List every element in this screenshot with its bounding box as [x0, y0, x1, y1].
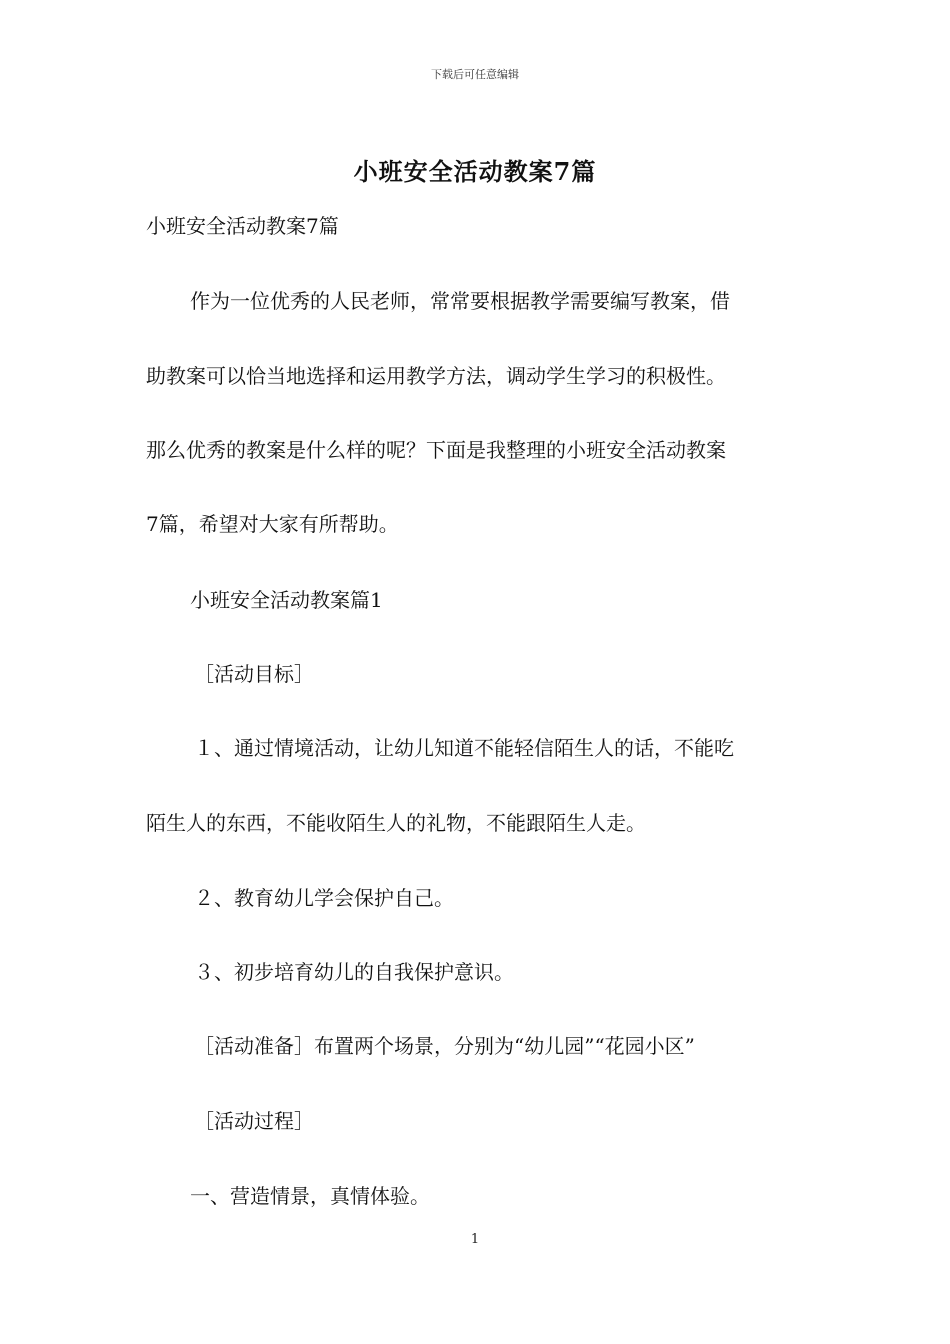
document-title: 小班安全活动教案7篇 — [353, 157, 597, 186]
header-note: 下载后可任意编辑 — [431, 68, 519, 81]
goal-item-3: ３、初步培育幼儿的自我保护意识。 — [194, 960, 514, 984]
subtitle-line: 小班安全活动教案7篇 — [146, 214, 339, 238]
goal-item-2: ２、教育幼儿学会保护自己。 — [194, 886, 454, 910]
intro-line-4: 7篇，希望对大家有所帮助。 — [146, 512, 399, 536]
intro-line-3: 那么优秀的教案是什么样的呢？下面是我整理的小班安全活动教案 — [146, 438, 726, 462]
intro-line-2: 助教案可以恰当地选择和运用教学方法，调动学生学习的积极性。 — [146, 364, 726, 388]
process-step-1: 一、营造情景，真情体验。 — [190, 1184, 430, 1208]
section-heading: 小班安全活动教案篇1 — [190, 588, 383, 612]
goal-item-1-continued: 陌生人的东西，不能收陌生人的礼物，不能跟陌生人走。 — [146, 811, 646, 835]
intro-line-1: 作为一位优秀的人民老师，常常要根据教学需要编写教案，借 — [190, 289, 730, 313]
process-heading: ［活动过程］ — [194, 1109, 314, 1133]
preparation-line: ［活动准备］布置两个场景，分别为“幼儿园”“花园小区” — [194, 1034, 695, 1058]
page-number: 1 — [470, 1232, 480, 1247]
goal-item-1: １、通过情境活动，让幼儿知道不能轻信陌生人的话，不能吃 — [194, 736, 734, 760]
goals-heading: ［活动目标］ — [194, 662, 314, 686]
